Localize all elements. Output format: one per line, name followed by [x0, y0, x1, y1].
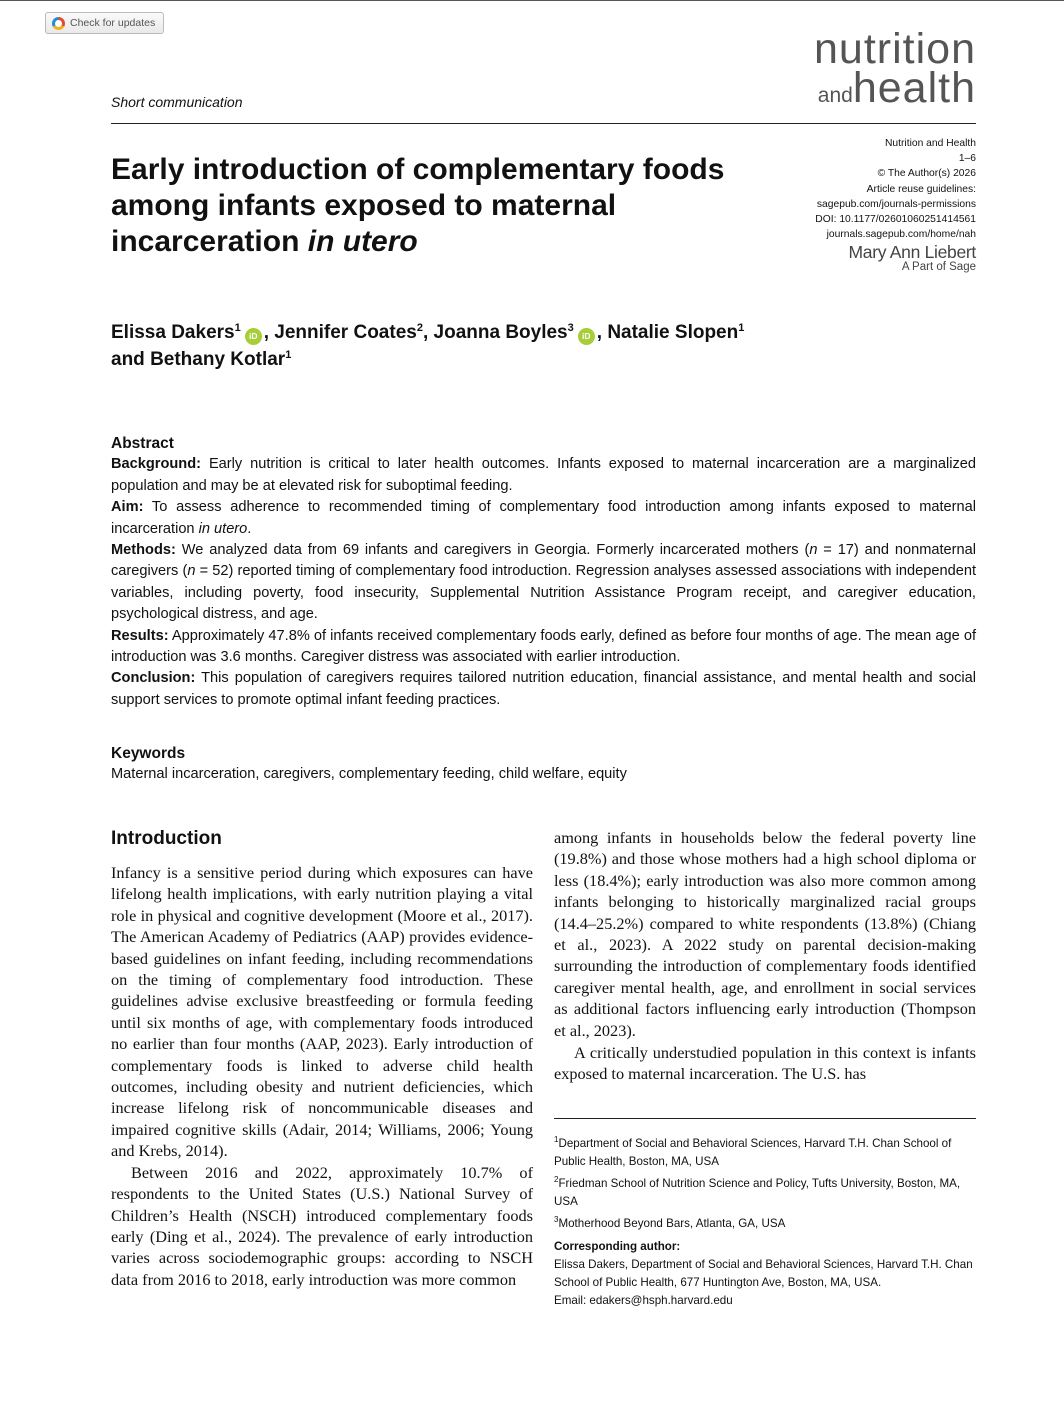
text: Approximately 47.8% of infants received complementary foods early, defined as before four months of age. The mean age of introduction was 3.6 months. Caregiver distress was associated with earlier introduction.: [111, 627, 976, 666]
check-for-updates-button[interactable]: [45, 12, 164, 34]
intro-paragraph-2: Between 2016 and 2022, approximately 10.7% of respondents to the United States (U.S.) National Survey of Children’s Health (NSCH) introduced complementary foods early (Ding et al., 2024). The prevalence of early introduction varies across sociodemographic groups: according to NSCH data from 2016 to 2018, early introduction was more common: [111, 1162, 533, 1289]
label: Results:: [111, 627, 169, 644]
affiliation: [554, 1211, 976, 1233]
author-sup: 1: [738, 322, 745, 334]
intro-paragraph-1: Infancy is a sensitive period during which exposures can have lifelong health implications, with early nutrition playing a vital role in physical and cognitive development (Moore et al., 2017). The American Academy of Pediatrics (AAP) provides evidence-based guidelines on infant feeding, including recommendations on the timing of complementary food introduction. These guidelines advise exclusive breastfeeding or formula feeding until six months of age, with complementary foods introduced no earlier than four months (AAP, 2023). Early introduction of complementary foods is linked to adverse child health outcomes, including obesity and nutrient deficiencies, which increase lifelong risk of noncommunicable diseases and impaired cognitive skills (Adair, 2014; Williams, 2006; Young and Krebs, 2014).: [111, 863, 533, 1161]
intro-paragraph-2-continued: among infants in households below the federal poverty line (19.8%) and those whose mothers had a high school diploma or less (18.4%); early introduction was also more common among infants belonging to historically marginalized racial groups (14.4–25.2%) compared to white respondents (13.8%) (Chiang et al., 2023). A 2022 study on parental decision-making surrounding the introduction of complementary foods identified caregiver mental health, age, and enrollment in social services as additional factors influencing early introduction (Thompson et al., 2023).: [554, 828, 976, 1040]
publisher-logo: [849, 242, 977, 273]
author-sup: 3: [567, 322, 574, 334]
label: Methods:: [111, 542, 176, 559]
author-name: Natalie Slopen: [607, 322, 739, 343]
corresponding-text: Elissa Dakers, Department of Social and Behavioral Sciences, Harvard T.H. Chan School of Public Health, 677 Huntington Ave, Boston, MA, USA.: [554, 1258, 973, 1289]
abstract: [111, 433, 976, 711]
journal-logo-health: health: [852, 63, 976, 112]
text: .: [247, 520, 252, 537]
check-for-updates-label: Check for updates: [70, 17, 156, 29]
keywords: [111, 743, 976, 786]
label: Aim:: [111, 499, 144, 516]
affiliation: [554, 1131, 976, 1171]
journal-logo-line2: [814, 63, 976, 112]
label: Background:: [111, 456, 201, 473]
affiliations: [554, 1131, 976, 1233]
meta-copyright: © The Author(s) 2026: [877, 168, 976, 180]
affiliation-sup: 2: [554, 1174, 559, 1184]
journal-logo-line1: nutrition: [814, 25, 976, 73]
author-name: Jennifer Coates: [274, 322, 417, 343]
affiliation-sup: 1: [554, 1135, 559, 1144]
body-column-right: [554, 826, 976, 1085]
header-rule: [111, 123, 976, 124]
meta-journal: Nutrition and Health: [884, 138, 976, 149]
abstract-results: [111, 626, 976, 669]
keywords-text: Maternal incarceration, caregivers, complementary feeding, child welfare, equity: [111, 766, 627, 783]
text: To assess adherence to recommended timing of complementary food introduction among infants exposed to maternal incarceration: [111, 499, 977, 537]
meta-home-link[interactable]: journals.sagepub.com/home/nah: [826, 229, 976, 241]
abstract-methods: [111, 540, 976, 626]
title-italic: in utero: [307, 225, 418, 258]
top-border: [0, 0, 1064, 1]
affiliation-text: Department of Social and Behavioral Sciences, Harvard T.H. Chan School of Public Health, Boston, MA, USA: [554, 1136, 952, 1168]
italic: n: [809, 542, 818, 559]
corresponding-email[interactable]: Email: edakers@hsph.harvard.edu: [554, 1294, 733, 1307]
abstract-background: [111, 454, 976, 497]
meta-doi[interactable]: DOI: 10.1177/02601060251414561: [815, 214, 976, 226]
affiliation-sup: 3: [554, 1214, 559, 1224]
author-sup: 1: [234, 322, 241, 334]
journal-logo-and: and: [817, 83, 853, 107]
text: = 17) and nonmaternal caregivers (: [111, 542, 976, 580]
title-main: Early introduction of complementary foods among infants exposed to maternal incarceration: [111, 153, 725, 258]
author-list: Elissa Dakers$^1$iD , Jennifer Coates$^2$, Joanna Boyles$^3$iD , Natalie Slopen$^1$ and Bethany Kotlar$^1$: [111, 322, 745, 370]
orcid-icon[interactable]: iD: [245, 328, 262, 345]
meta-reuse-label: Article reuse guidelines:: [866, 183, 976, 195]
publisher-name: Mary Ann Liebert: [848, 242, 976, 262]
author-name: Joanna Boyles: [433, 322, 568, 343]
intro-paragraph-3: A critically understudied population in this context is infants exposed to maternal incarceration. The U.S. has: [554, 1043, 976, 1084]
italic: in utero: [198, 520, 248, 537]
affiliation-text: Motherhood Beyond Bars, Atlanta, GA, USA: [558, 1216, 786, 1230]
article-meta: [736, 136, 976, 242]
text: Early nutrition is critical to later health outcomes. Infants exposed to maternal incarceration are a marginalized population and may be at elevated risk for suboptimal feeding.: [111, 456, 976, 494]
meta-reuse-link[interactable]: sagepub.com/journals-permissions: [816, 198, 976, 210]
text: This population of caregivers requires tailored nutrition education, financial assistance, and mental health and social support services to promote optimal infant feeding practices.: [111, 670, 976, 708]
corresponding-author: [554, 1238, 976, 1310]
article-type: Short communication: [111, 94, 243, 110]
orcid-icon[interactable]: iD: [578, 328, 595, 345]
abstract-conclusion: [111, 668, 976, 711]
author-sup: 1: [285, 349, 292, 361]
introduction-heading: Introduction: [111, 828, 222, 849]
publisher-sub: A Part of Sage: [901, 261, 976, 273]
article-title: [111, 152, 751, 260]
corresponding-heading: Corresponding author:: [554, 1240, 681, 1253]
crossmark-icon: [52, 17, 65, 30]
body-column-left: [111, 826, 533, 1290]
text: We analyzed data from 69 infants and caregivers in Georgia. Formerly incarcerated mothers (: [181, 542, 810, 559]
author-name: Elissa Dakers: [111, 322, 235, 343]
footnote-rule: [554, 1118, 976, 1119]
label: Conclusion:: [111, 670, 196, 687]
author-sup: 2: [416, 322, 423, 334]
meta-pages: 1–6: [958, 153, 976, 165]
text: = 52) reported timing of complementary food introduction. Regression analyses assessed associations with independent variables, including poverty, food insecurity, Supplemental Nutrition Assistance Program receipt, and caregiver education, psychological distress, and age.: [111, 563, 977, 623]
abstract-heading: Abstract: [111, 435, 174, 452]
affiliation-text: Friedman School of Nutrition Science and Policy, Tufts University, Boston, MA, USA: [554, 1176, 961, 1208]
italic: n: [187, 563, 196, 580]
affiliation: [554, 1171, 976, 1211]
author-name: Bethany Kotlar: [150, 349, 286, 370]
journal-logo: [814, 25, 976, 112]
keywords-heading: Keywords: [111, 745, 186, 762]
abstract-aim: [111, 497, 976, 540]
